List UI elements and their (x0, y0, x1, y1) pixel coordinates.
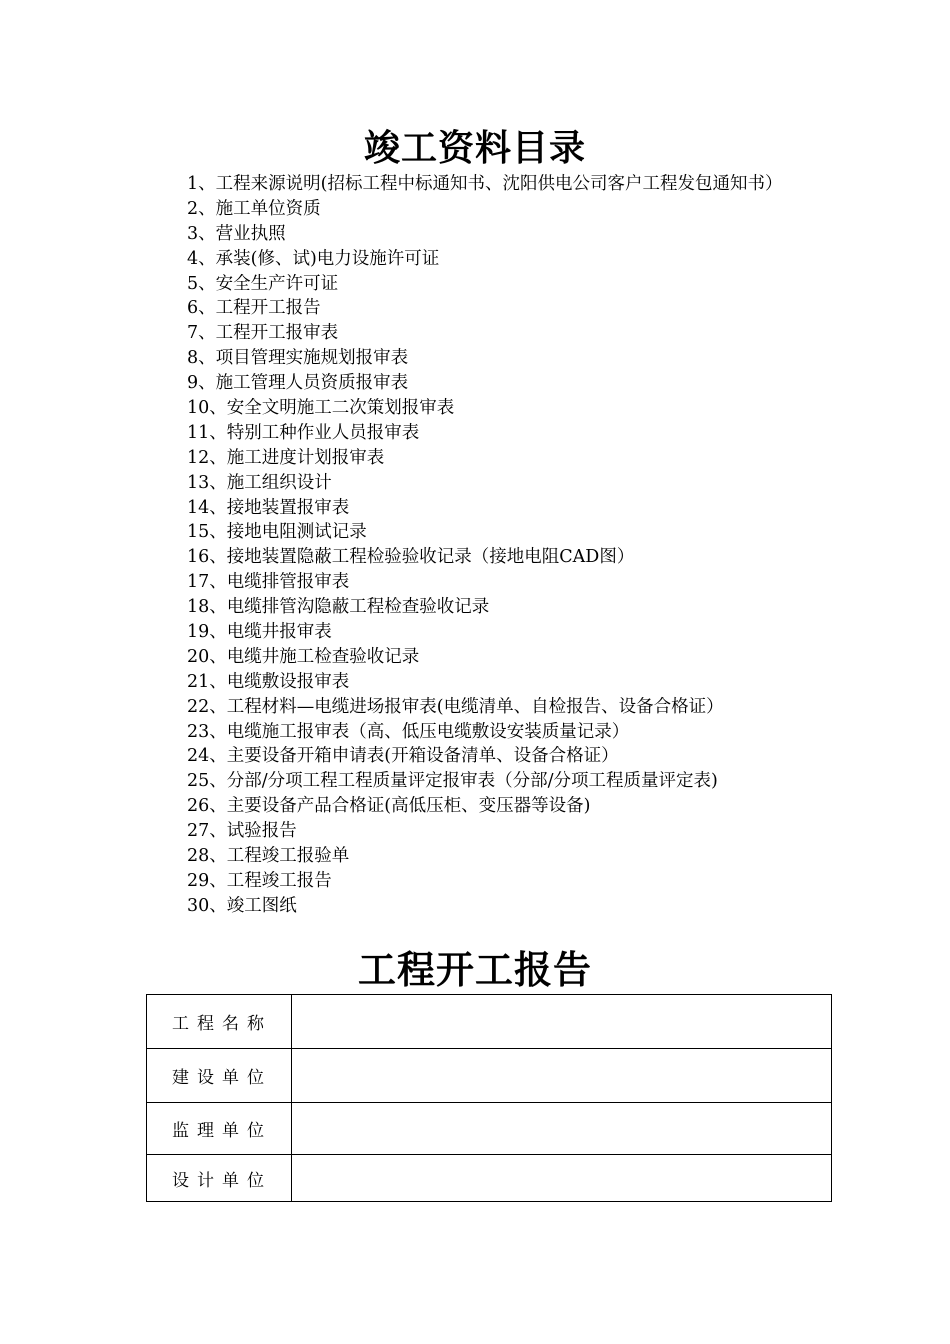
directory-item: 26、主要设备产品合格证(高低压柜、变压器等设备) (187, 796, 591, 817)
directory-item: 12、施工进度计划报审表 (187, 447, 385, 468)
directory-item: 10、安全文明施工二次策划报审表 (187, 398, 455, 419)
directory-item: 24、主要设备开箱申请表(开箱设备清单、设备合格证） (187, 746, 619, 767)
table-row (147, 1049, 832, 1103)
directory-title: 竣工资料目录 (363, 127, 586, 169)
directory-item: 29、工程竣工报告 (187, 870, 332, 891)
table-row (147, 1103, 832, 1155)
directory-item: 28、工程竣工报验单 (187, 846, 350, 867)
report-title: 工程开工报告 (357, 947, 592, 992)
directory-item: 6、工程开工报告 (187, 298, 321, 319)
table-row (147, 1155, 832, 1202)
directory-item: 17、电缆排管报审表 (187, 572, 350, 593)
directory-item: 16、接地装置隐蔽工程检验验收记录（接地电阻CAD图） (187, 547, 635, 568)
directory-item: 18、电缆排管沟隐蔽工程检查验收记录 (187, 597, 490, 618)
directory-item: 3、营业执照 (187, 223, 286, 244)
directory-item: 21、电缆敷设报审表 (187, 671, 350, 692)
design-unit-label: 设计单位 (147, 1155, 292, 1202)
construction-unit-value[interactable] (292, 1049, 832, 1103)
table-row (147, 995, 832, 1049)
directory-list (187, 172, 782, 919)
directory-item: 2、施工单位资质 (187, 198, 321, 219)
project-name-label: 工程名称 (147, 995, 292, 1049)
directory-item: 9、施工管理人员资质报审表 (187, 373, 409, 394)
project-name-value[interactable] (292, 995, 832, 1049)
directory-item: 22、工程材料—电缆进场报审表(电缆清单、自检报告、设备合格证） (187, 696, 724, 717)
directory-item: 25、分部/分项工程工程质量评定报审表（分部/分项工程质量评定表) (187, 771, 718, 792)
directory-item: 11、特别工种作业人员报审表 (187, 422, 420, 443)
directory-item: 13、施工组织设计 (187, 472, 332, 493)
directory-item: 27、试验报告 (187, 821, 297, 842)
directory-item: 19、电缆井报审表 (187, 622, 332, 643)
directory-item: 30、竣工图纸 (187, 895, 297, 916)
directory-item: 4、承装(修、试)电力设施许可证 (187, 248, 440, 269)
directory-item: 14、接地装置报审表 (187, 497, 350, 518)
directory-item: 15、接地电阻测试记录 (187, 522, 367, 543)
directory-item: 1、工程来源说明(招标工程中标通知书、沈阳供电公司客户工程发包通知书） (187, 174, 783, 194)
directory-item: 8、项目管理实施规划报审表 (187, 348, 409, 369)
directory-item: 20、电缆井施工检查验收记录 (187, 646, 420, 667)
directory-item: 23、电缆施工报审表（高、低压电缆敷设安装质量记录） (187, 721, 630, 742)
design-unit-value[interactable] (292, 1155, 832, 1202)
directory-item: 7、工程开工报审表 (187, 323, 339, 344)
supervision-unit-label: 监理单位 (147, 1103, 292, 1155)
construction-unit-label: 建设单位 (147, 1049, 292, 1103)
directory-item: 5、安全生产许可证 (187, 273, 339, 294)
supervision-unit-value[interactable] (292, 1103, 832, 1155)
report-info-table (146, 994, 832, 1202)
